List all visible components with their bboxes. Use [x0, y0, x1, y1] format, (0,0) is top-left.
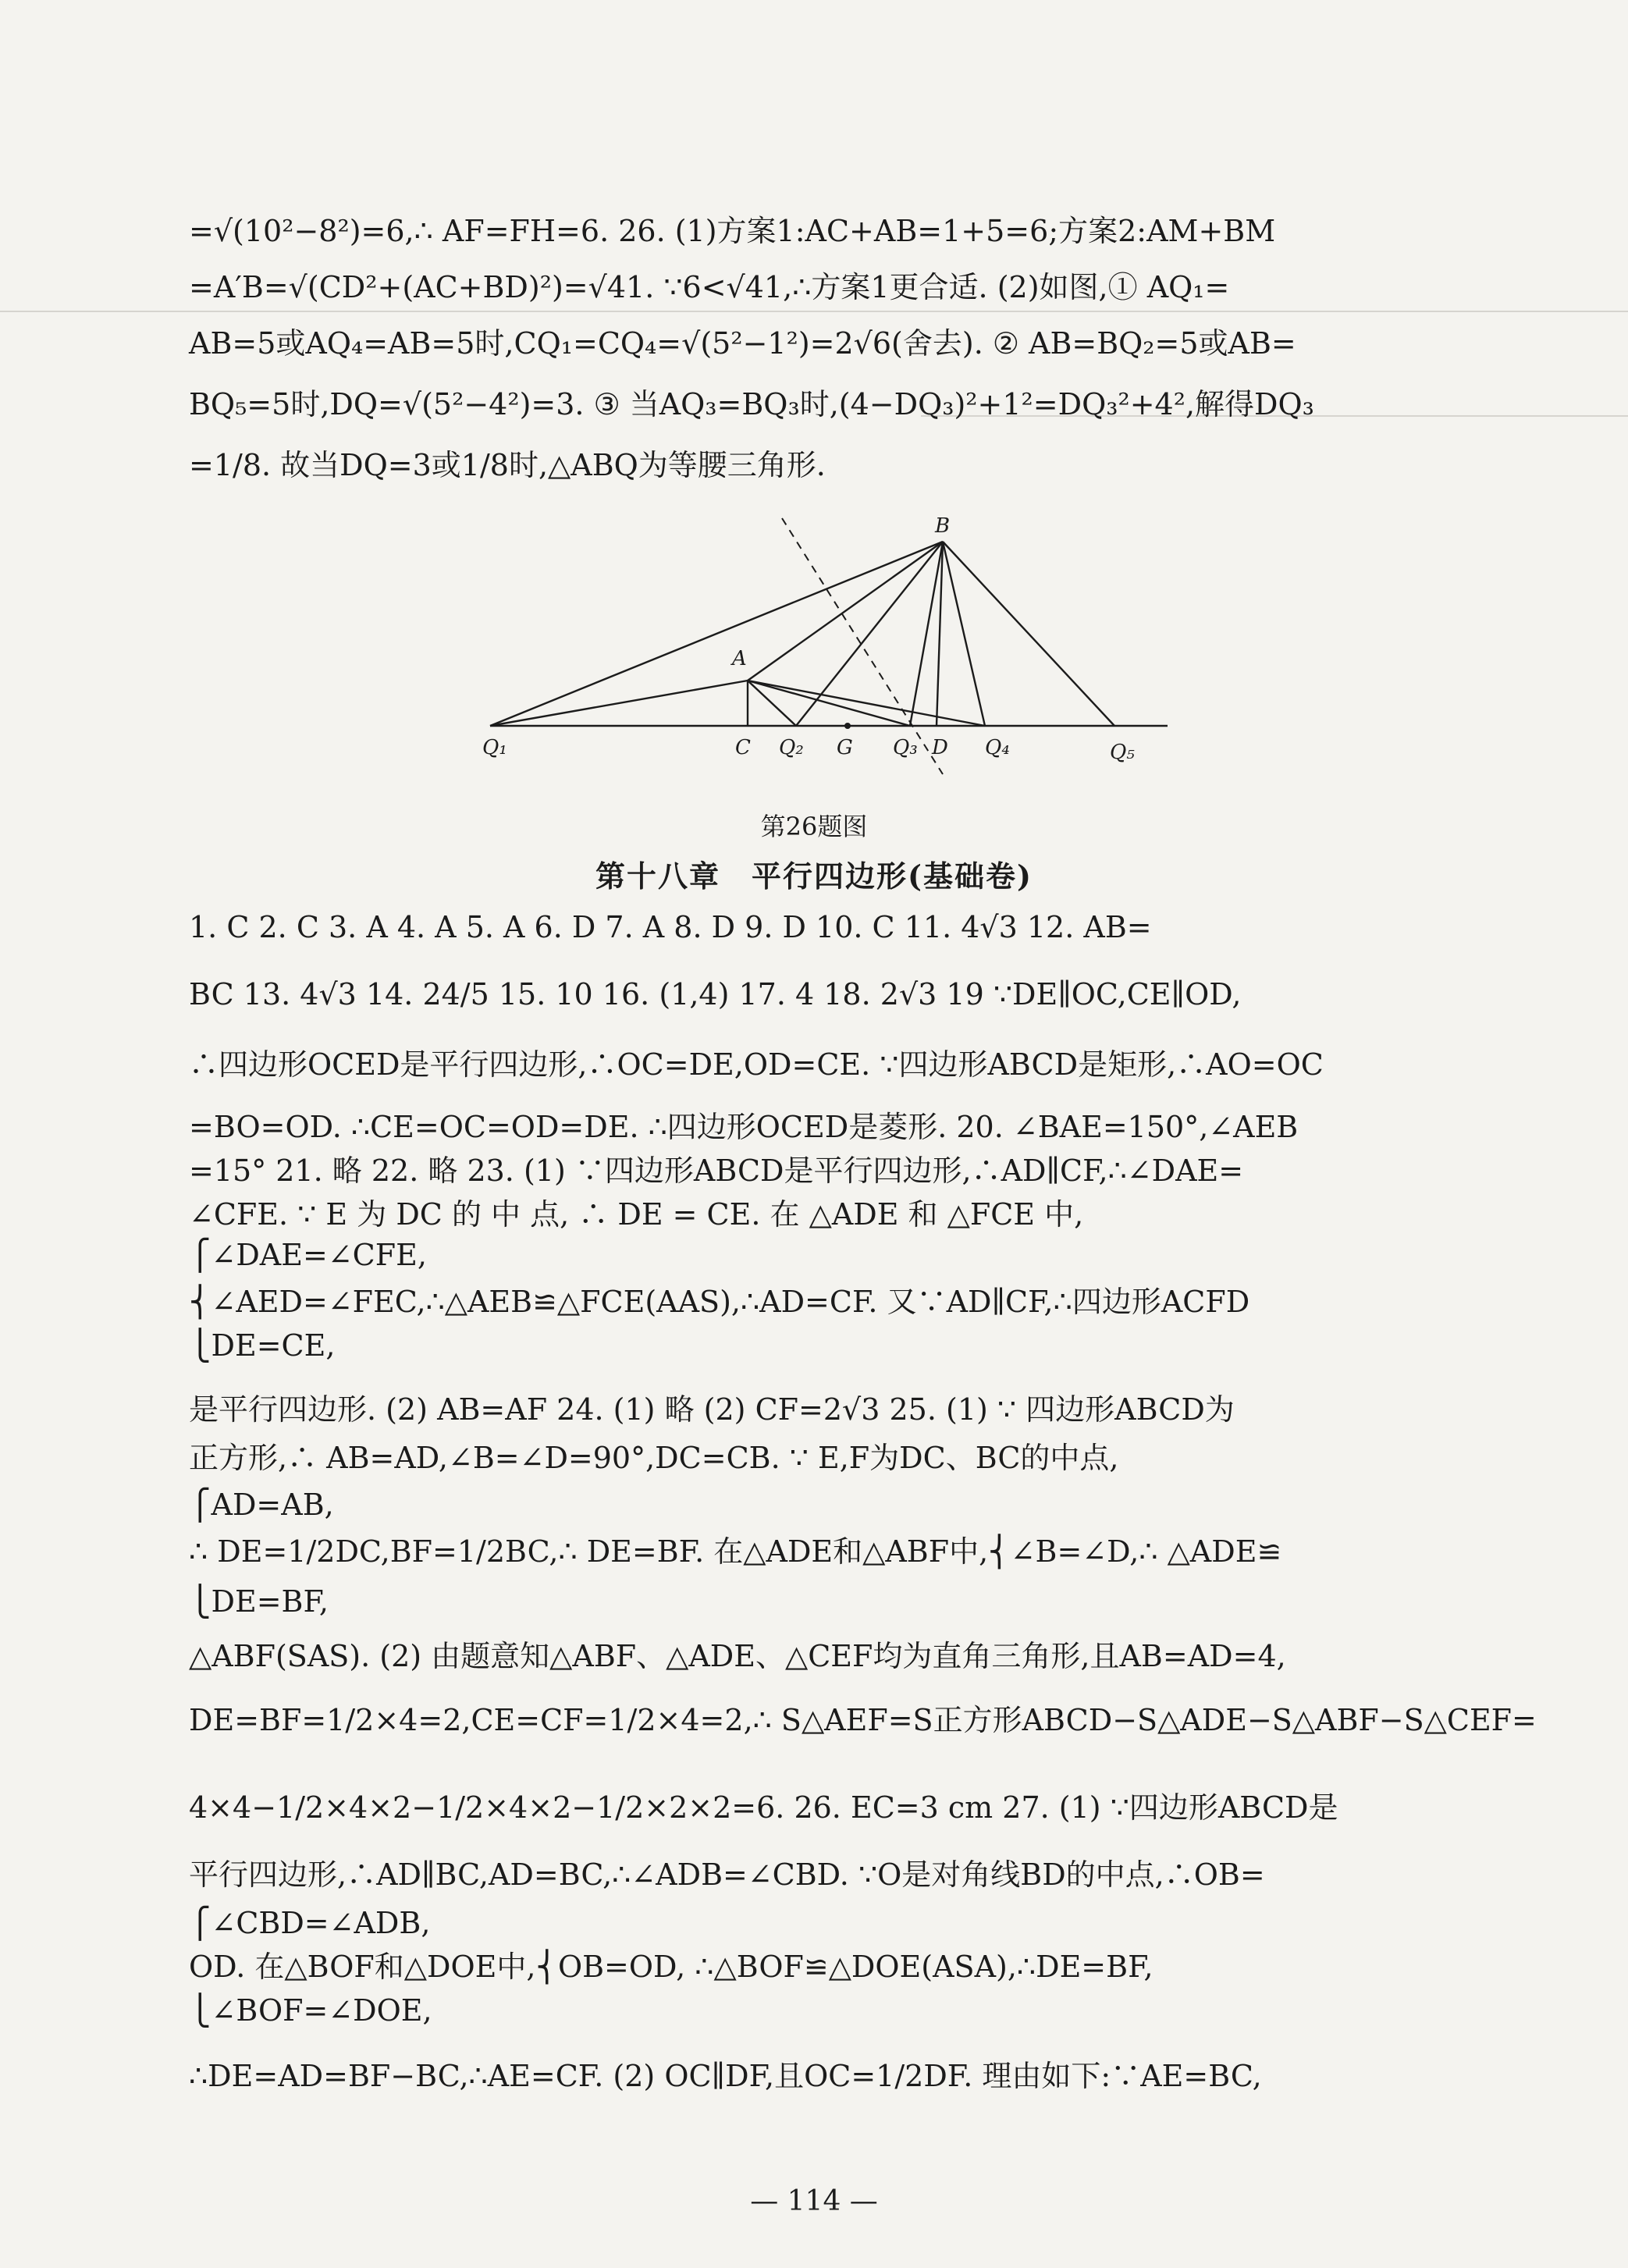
page-number: — 114 —	[750, 2185, 878, 2217]
segment-AQ1	[490, 681, 748, 726]
brace-line: ⎧∠DAE=∠CFE,	[189, 1238, 427, 1272]
solution-line: AB=5或AQ₄=AB=5时,CQ₁=CQ₄=√(5²−1²)=2√6(舍去). ② AB=BQ₂=5或AB=	[189, 326, 1296, 361]
dashed-bisector-line	[782, 518, 943, 774]
problem-26-figure	[0, 499, 1628, 812]
answer-line: ∴四边形OCED是平行四边形,∴OC=DE,OD=CE. ∵四边形ABCD是矩形,∴AO=OC	[189, 1047, 1324, 1082]
brace-line: ⎧∠CBD=∠ADB,	[189, 1906, 431, 1940]
answer-line: ∠CFE. ∵ E 为 DC 的 中 点, ∴ DE = CE. 在 △ADE 和 △FCE 中,	[189, 1197, 1084, 1232]
label-Q4: Q₄	[985, 736, 1010, 759]
segment-BQ1	[490, 542, 943, 726]
segment-AQ4	[748, 681, 985, 726]
brace-line: ⎩DE=BF,	[189, 1584, 329, 1619]
answer-line: 平行四边形,∴AD∥BC,AD=BC,∴∠ADB=∠CBD. ∵O是对角线BD的中点,∴OB=	[189, 1857, 1265, 1892]
answer-line: =15° 21. 略 22. 略 23. (1) ∵四边形ABCD是平行四边形,∴AD∥CF,∴∠DAE=	[189, 1154, 1244, 1188]
answer-line: DE=BF=1/2×4=2,CE=CF=1/2×4=2,∴ S△AEF=S正方形ABCD−S△ADE−S△ABF−S△CEF=	[189, 1703, 1537, 1737]
solution-line: =A′B=√(CD²+(AC+BD)²)=√41. ∵6<√41,∴方案1更合适. (2)如图,① AQ₁=	[189, 270, 1230, 304]
answer-line: 1. C 2. C 3. A 4. A 5. A 6. D 7. A 8. D 9. D 10. C 11. 4√3 12. AB=	[189, 910, 1152, 944]
label-C: C	[735, 736, 751, 759]
segment-BA	[748, 542, 943, 681]
answer-line: △ABF(SAS). (2) 由题意知△ABF、△ADE、△CEF均为直角三角形,且AB=AD=4,	[189, 1639, 1286, 1673]
figure-caption: 第26题图	[760, 812, 868, 841]
answer-line: ∴DE=AD=BF−BC,∴AE=CF. (2) OC∥DF,且OC=1/2DF. 理由如下:∵AE=BC,	[189, 2059, 1262, 2093]
segment-BQ5	[943, 542, 1114, 726]
label-B: B	[935, 514, 951, 538]
label-Q3: Q₃	[893, 736, 918, 759]
label-Q2: Q₂	[779, 736, 804, 759]
label-G: G	[837, 736, 853, 759]
solution-line: BQ₅=5时,DQ=√(5²−4²)=3. ③ 当AQ₃=BQ₃时,(4−DQ₃)²+1²=DQ₃²+4²,解得DQ₃	[189, 387, 1314, 421]
answer-line: BC 13. 4√3 14. 24/5 15. 10 16. (1,4) 17. 4 18. 2√3 19 ∵DE∥OC,CE∥OD,	[189, 977, 1242, 1011]
scan-artifact-line	[0, 311, 1628, 312]
label-Q1: Q₁	[482, 736, 507, 759]
segment-BQ4	[943, 542, 985, 726]
answer-line: 是平行四边形. (2) AB=AF 24. (1) 略 (2) CF=2√3 25. (1) ∵ 四边形ABCD为	[189, 1392, 1235, 1427]
brace-line: ⎧AD=AB,	[189, 1488, 334, 1522]
answer-line: ∴ DE=1/2DC,BF=1/2BC,∴ DE=BF. 在△ADE和△ABF中,⎨∠B=∠D,∴ △ADE≌	[189, 1534, 1282, 1569]
brace-line: ⎩DE=CE,	[189, 1328, 336, 1363]
label-D: D	[932, 736, 948, 759]
label-A: A	[732, 647, 747, 670]
label-Q5: Q₅	[1110, 741, 1135, 764]
brace-line: ⎩∠BOF=∠DOE,	[189, 1993, 432, 2028]
solution-line: =1/8. 故当DQ=3或1/8时,△ABQ为等腰三角形.	[189, 448, 826, 482]
answer-line: 4×4−1/2×4×2−1/2×4×2−1/2×2×2=6. 26. EC=3 cm 27. (1) ∵四边形ABCD是	[189, 1790, 1338, 1825]
answer-line: 正方形,∴ AB=AD,∠B=∠D=90°,DC=CB. ∵ E,F为DC、BC的中点,	[189, 1441, 1119, 1475]
brace-line: OD. 在△BOF和△DOE中,⎨OB=OD, ∴△BOF≌△DOE(ASA),∴DE=BF,	[189, 1950, 1153, 1984]
chapter-title: 第十八章 平行四边形(基础卷)	[595, 858, 1033, 894]
answer-line: =BO=OD. ∴CE=OC=OD=DE. ∴四边形OCED是菱形. 20. ∠BAE=150°,∠AEB	[189, 1110, 1299, 1144]
segment-BQ2	[796, 542, 943, 726]
solution-line: =√(10²−8²)=6,∴ AF=FH=6. 26. (1)方案1:AC+AB=1+5=6;方案2:AM+BM	[189, 214, 1276, 248]
brace-line: ⎨∠AED=∠FEC,∴△AEB≌△FCE(AAS),∴AD=CF. 又∵AD∥CF,∴四边形ACFD	[189, 1285, 1250, 1319]
point-G	[844, 723, 851, 729]
